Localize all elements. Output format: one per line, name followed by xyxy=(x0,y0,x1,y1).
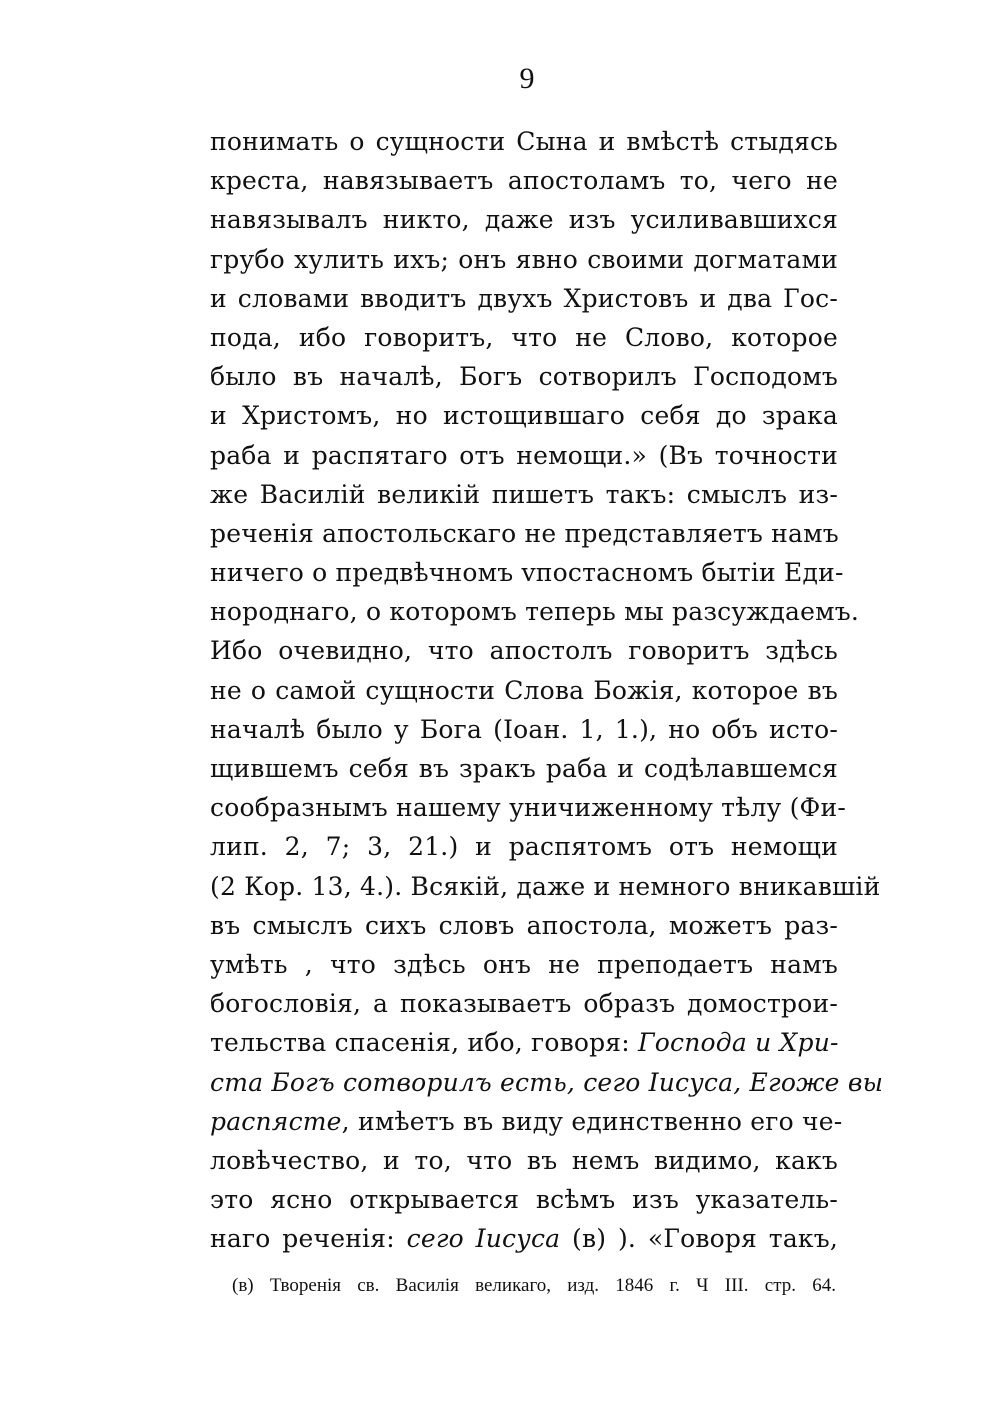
text-line: пода, ибо говоритъ, что не Слово, которое xyxy=(210,322,838,352)
text-line: (2 Кор. 13, 4.). Всякій, даже и немного вникавшій xyxy=(210,871,881,901)
text-line: и словами вводитъ двухъ Христовъ и два Гос- xyxy=(210,283,838,313)
text-line: наго реченія: сего Іисуса (в) ). «Говоря такъ, xyxy=(210,1224,839,1254)
body-text xyxy=(210,122,884,1258)
italic-quote: ста Богъ сотворилъ есть, сего Іисуса, Егоже вы xyxy=(210,1067,884,1097)
text-line: началѣ было у Бога (Іоан. 1, 1.), но объ исто- xyxy=(210,714,838,744)
text-line: это ясно открывается всѣмъ изъ указатель- xyxy=(210,1185,838,1215)
text-line: ловѣчество, и то, что въ немъ видимо, какъ xyxy=(210,1145,838,1175)
text-line: понимать о сущности Сына и вмѣстѣ стыдясь xyxy=(210,127,838,156)
footnote: (в) Творенія св. Василія великаго, изд. 1846 г. Ч III. стр. 64. xyxy=(232,1275,836,1296)
text-line: лип. 2, 7; 3, 21.) и распятомъ отъ немощи xyxy=(210,832,838,862)
text-line: раба и распятаго отъ немощи.» (Въ точности xyxy=(210,440,838,470)
text-line: ничего о предвѣчномъ vпостасномъ бытіи Еди- xyxy=(210,558,844,588)
italic-quote: сего Іисуса xyxy=(406,1224,561,1254)
page-number: 9 xyxy=(519,62,535,95)
italic-quote: Господа и Хри- xyxy=(638,1028,839,1058)
text-line: грубо хулить ихъ; онъ явно своими догматами xyxy=(210,244,838,274)
text-line: же Василій великій пишетъ такъ: смыслъ из- xyxy=(210,479,838,509)
text-line: нороднаго, о которомъ теперь мы разсуждаемъ. xyxy=(210,597,860,627)
text-line: сообразнымъ нашему уничиженному тѣлу (Фи- xyxy=(210,793,847,823)
text-line: Ибо очевидно, что апостолъ говоритъ здѣсь xyxy=(210,636,838,666)
text-line: богословія, а показываетъ образъ домострои- xyxy=(210,989,838,1019)
text-line: щившемъ себя въ зракъ раба и содѣлавшемся xyxy=(210,754,838,783)
text-line: распясте, имѣетъ въ виду единственно его че- xyxy=(210,1106,843,1136)
text-line: навязывалъ никто, даже изъ усиливавшихся xyxy=(210,205,838,235)
text-line: было въ началѣ, Богъ сотворилъ Господомъ xyxy=(210,362,838,392)
text-line xyxy=(210,1063,884,1102)
text-line: умѣть , что здѣсь онъ не преподаетъ намъ xyxy=(210,949,838,979)
text-line: тельства спасенія, ибо, говоря: Господа и Хри- xyxy=(210,1028,839,1058)
text-line: креста, навязываетъ апостоламъ то, чего не xyxy=(210,166,838,196)
text-line: реченія апостольскаго не представляетъ намъ xyxy=(210,518,839,548)
text-line: и Христомъ, но истощившаго себя до зрака xyxy=(210,401,838,431)
text-line: въ смыслъ сихъ словъ апостола, можетъ раз- xyxy=(210,910,838,940)
text-line: не о самой сущности Слова Божія, которое въ xyxy=(210,675,838,705)
italic-quote: распясте xyxy=(210,1106,342,1136)
